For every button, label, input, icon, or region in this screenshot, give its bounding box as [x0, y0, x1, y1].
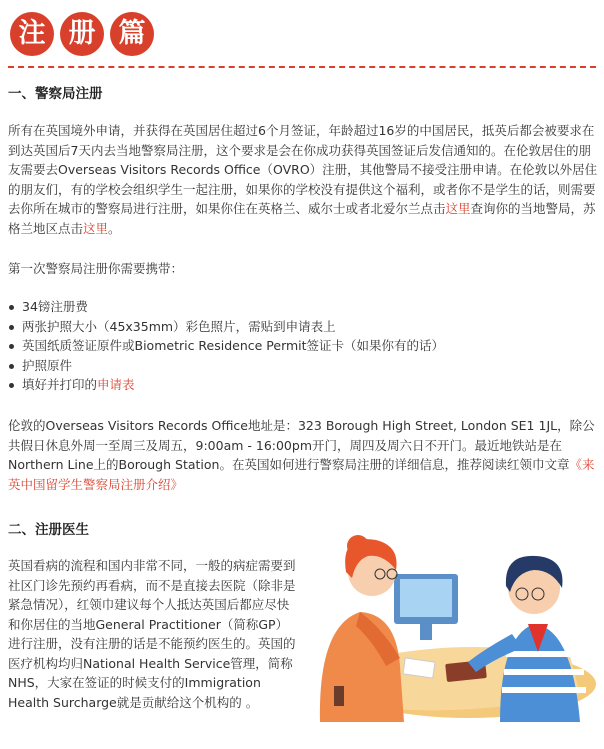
page-title	[10, 12, 154, 56]
doctor-bun	[347, 535, 369, 557]
link-scotland-police[interactable]: 这里	[83, 220, 109, 236]
section2-heading: 二、注册医生	[8, 522, 89, 538]
list-item: 两张护照大小（45x35mm）彩色照片，需贴到申请表上	[8, 317, 444, 337]
monitor-stand	[420, 624, 432, 640]
link-england-police[interactable]: 这里	[445, 201, 471, 216]
section1-paragraph	[8, 121, 598, 238]
monitor-screen	[400, 579, 452, 617]
title-char-1: 注	[10, 12, 54, 56]
section2-paragraph: 英国看病的流程和国内非常不同，一般的病症需要到社区门诊先预约再看病，而不是直接去医院（除非是紧急情况），红领巾建议每个人抵达英国后都应尽快和你居住的当地General Practitioner（简称GP）进行注册，没有注册的话是不能预约医生的。英国的医疗机构均归National Health Service管理，简称NHS，大家在签证的时候支付的Immigration Health Surcharge就是贡献给这个机构的 。	[8, 558, 296, 710]
list-item: 英国纸质签证原件或Biometric Residence Permit签证卡（如果你有的话）	[8, 336, 444, 356]
required-items-list	[8, 297, 444, 395]
dashed-divider	[8, 66, 596, 68]
bring-intro: 第一次警察局注册你需要携带：	[8, 261, 184, 276]
application-form-link[interactable]: 申请表	[97, 377, 135, 392]
article-link[interactable]: 《来英中国留学生警察局注册介绍》	[8, 457, 595, 492]
list-item: 护照原件	[8, 356, 444, 376]
document-paper	[403, 658, 435, 678]
para1-text-a: 所有在英国境外申请，并获得在英国居住超过6个月签证，年龄超过16岁的中国居民，抵英后都会被要求在到达英国后7天内去当地警察局注册，这个要求是会在你成功获得英国签证后发信通知的。在伦敦居住的朋友需要去Overseas Visitors Records Office（OVRO）注册，其他警局不接受注册申请。在伦敦以外居住的朋友们，有的学校会组织学生一起注册，如果你的学校没有提供这个福利，或者你不是学生的话，则需要去你所在城市的警察局进行注册，如果你住在英格兰、威尔士或者北爱尔兰点击	[8, 123, 598, 216]
doctor-registration-illustration	[300, 516, 596, 722]
list-item: 34镑注册费	[8, 297, 444, 317]
stamp	[334, 686, 344, 706]
para1-text-b: 查询你的当地警局，苏格兰地区点击	[8, 201, 596, 236]
address-paragraph	[8, 416, 598, 494]
section1-heading: 一、警察局注册	[8, 86, 103, 102]
list-item	[8, 375, 444, 395]
address-text: 伦敦的Overseas Visitors Records Office地址是：323 Borough High Street, London SE1 1JL，除公共假日休息外周一至周三及周五，9:00am - 16:00pm开门，周四及周六日不开门。最近地铁站是在Northern Line上的Borough Station。在英国如何进行警察局注册的详细信息，推荐阅读红领巾文章	[8, 418, 595, 472]
last-item-text: 填好并打印的	[22, 377, 98, 392]
title-char-2: 册	[60, 12, 104, 56]
para1-text-c: 。	[108, 220, 121, 236]
title-char-3: 篇	[110, 12, 154, 56]
